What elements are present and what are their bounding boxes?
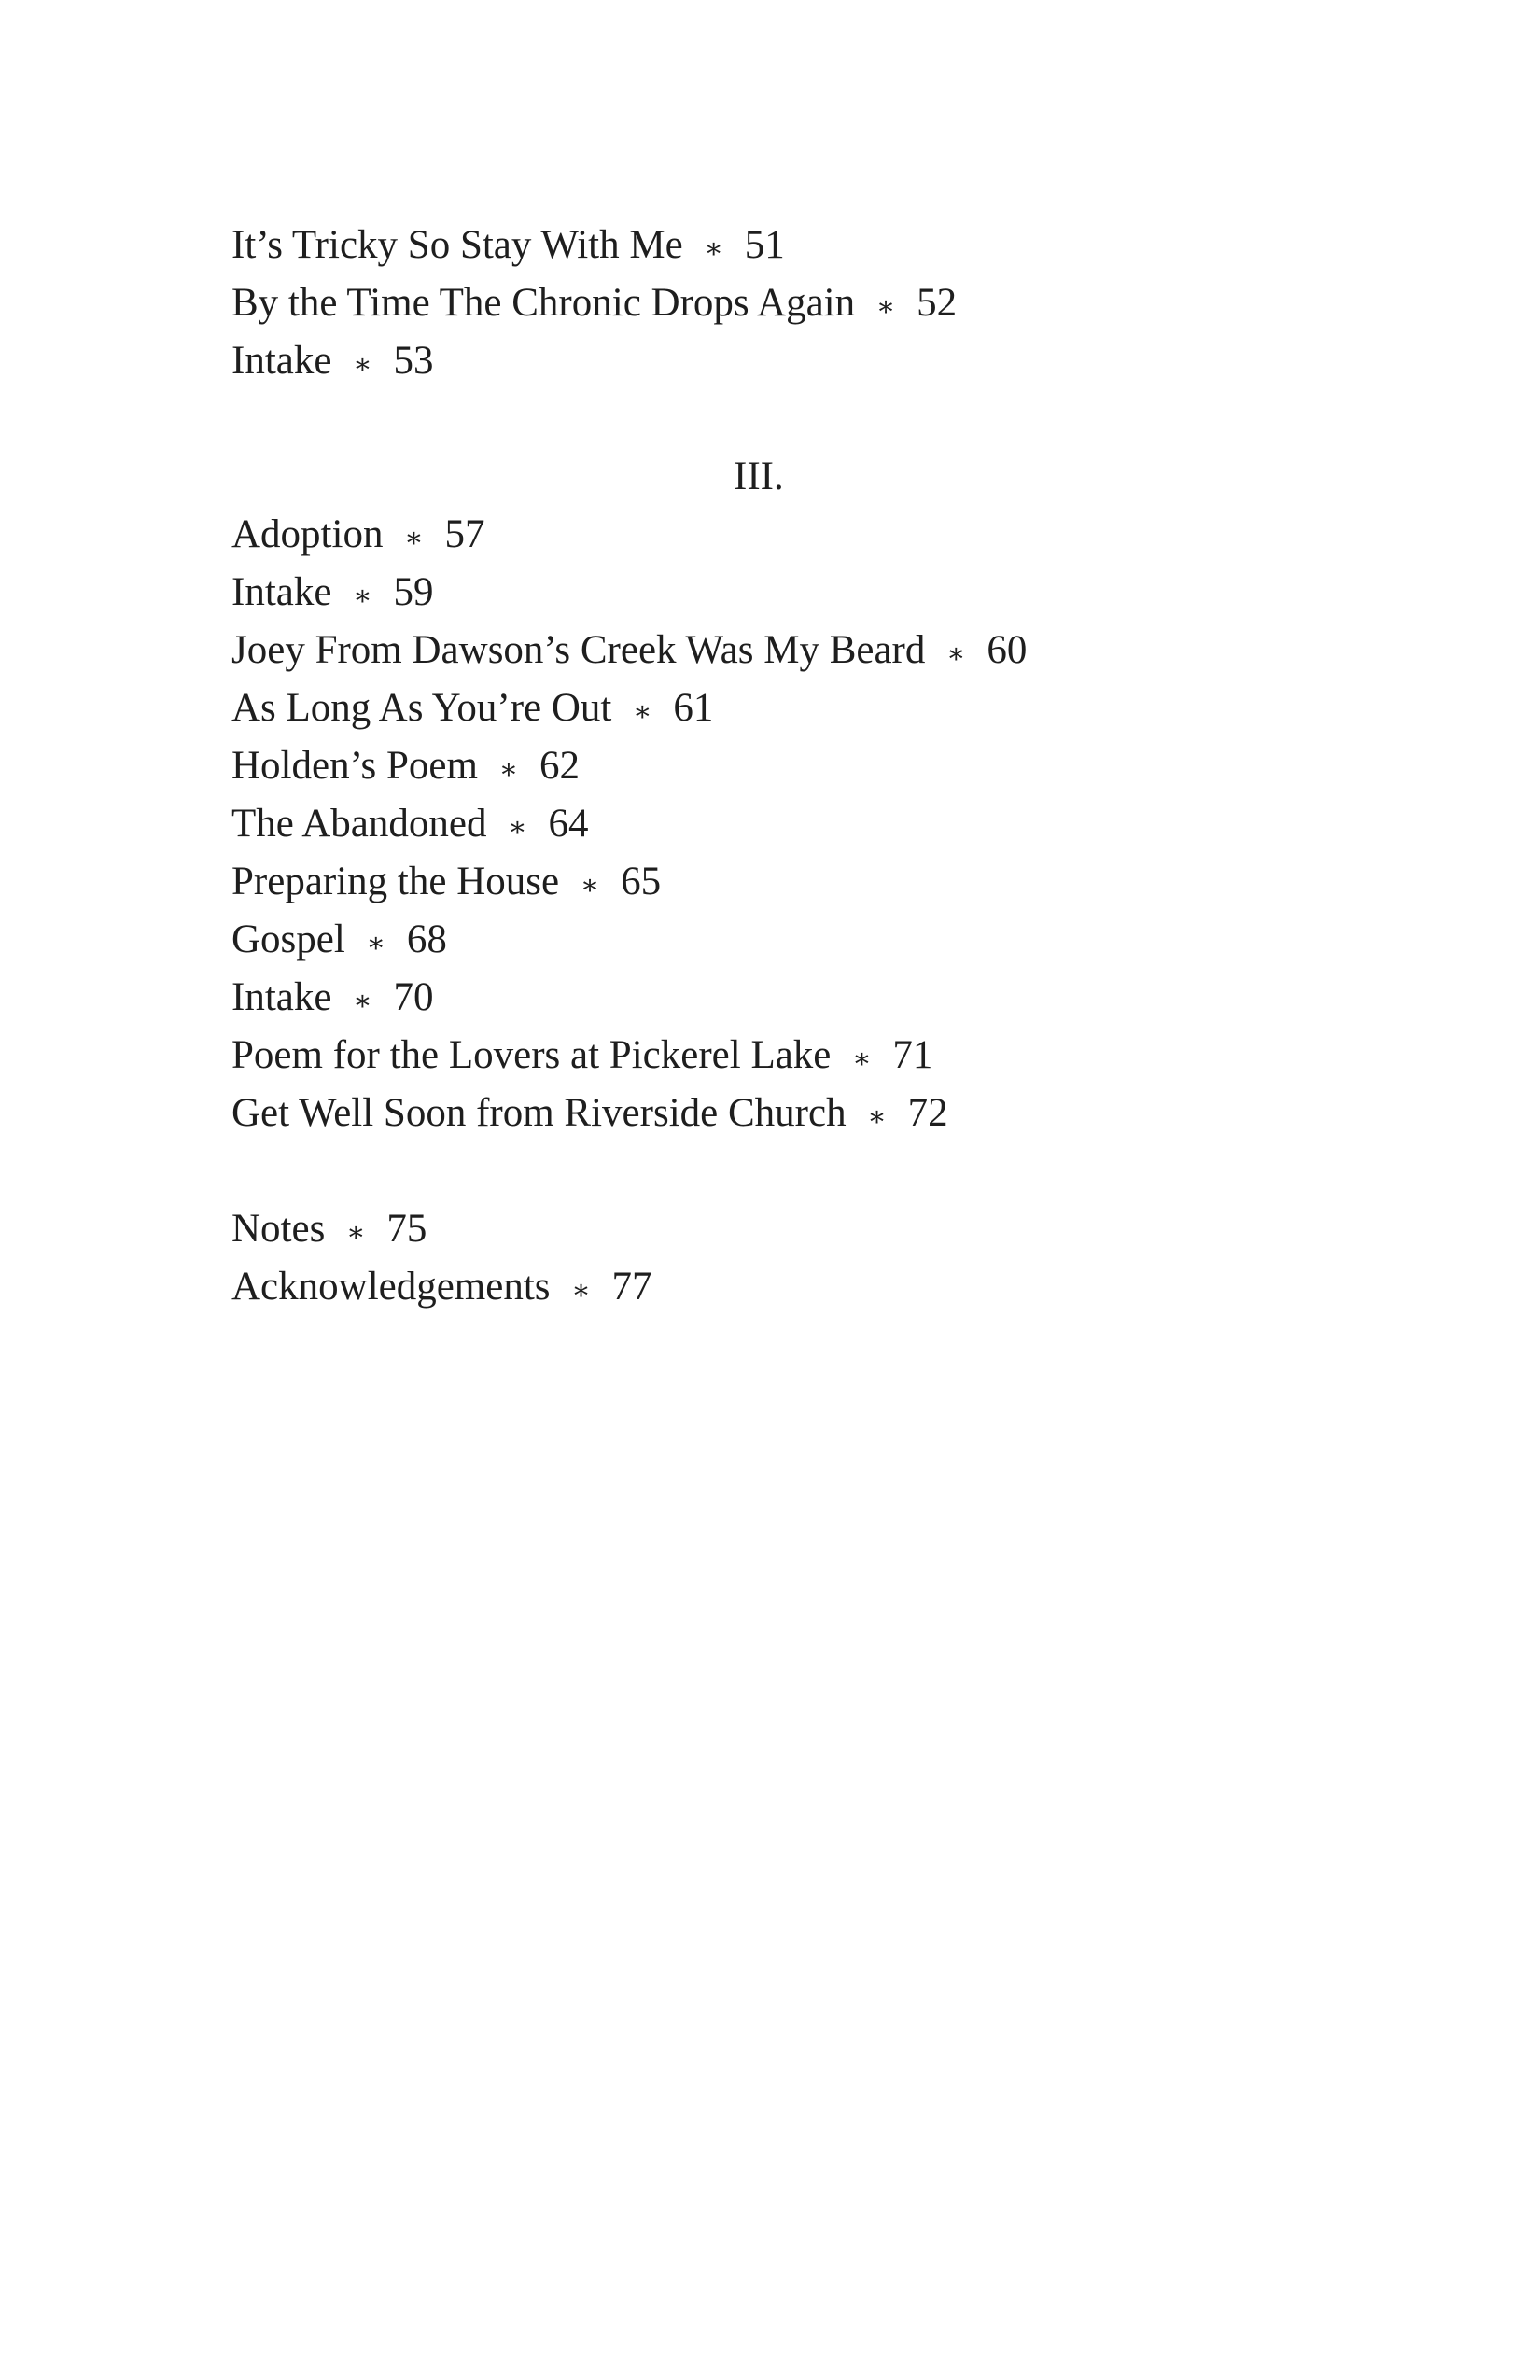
entry-page: 64 [548,802,589,846]
separator-asterisk: ∗ [404,523,424,553]
entry-page: 61 [673,686,714,730]
entry-title: Intake [231,339,332,383]
entry-title: Notes [231,1207,326,1251]
entry-title: Gospel [231,917,345,961]
toc-entry [231,1085,1314,1142]
toc-entry [231,911,1314,969]
entry-title: By the Time The Chronic Drops Again [231,281,856,325]
separator-asterisk: ∗ [346,1217,366,1248]
entry-title: Adoption [231,512,384,556]
toc-entry [231,1258,1314,1316]
toc-entry [231,853,1314,911]
entry-title: As Long As You’re Out [231,686,612,730]
entry-page: 52 [917,281,958,325]
entry-page: 70 [393,975,434,1019]
entry-title: Holden’s Poem [231,744,478,788]
entry-page: 53 [393,339,434,383]
separator-asterisk: ∗ [704,233,723,264]
entry-title: Acknowledgements [231,1265,551,1309]
toc-entry [231,1200,1314,1258]
toc-entry [231,506,1314,564]
separator-asterisk: ∗ [366,928,386,959]
entry-title: Preparing the House [231,860,560,903]
toc-entry [231,217,1314,274]
spacer [231,390,1314,448]
entry-page: 77 [611,1265,652,1309]
toc-group-continued [231,217,1314,390]
entry-page: 71 [892,1033,933,1077]
entry-title: Joey From Dawson’s Creek Was My Beard [231,628,926,672]
toc-section-three [231,506,1314,1142]
toc-back-matter [231,1200,1314,1316]
toc-entry [231,737,1314,795]
entry-page: 51 [744,223,785,267]
toc-entry [231,332,1314,390]
entry-page: 72 [907,1091,948,1135]
separator-asterisk: ∗ [875,291,896,322]
entry-page: 68 [406,917,447,961]
separator-asterisk: ∗ [353,349,372,380]
entry-page: 59 [393,570,434,614]
toc-entry [231,1027,1314,1085]
entry-page: 57 [444,512,485,556]
entry-title: Poem for the Lovers at Pickerel Lake [231,1033,832,1077]
entry-page: 75 [386,1207,427,1251]
toc-entry [231,564,1314,622]
separator-asterisk: ∗ [580,870,600,901]
separator-asterisk: ∗ [498,754,519,785]
separator-asterisk: ∗ [852,1043,872,1074]
entry-title: The Abandoned [231,802,487,846]
toc-entry [231,274,1314,332]
spacer [231,1142,1314,1200]
separator-asterisk: ∗ [571,1275,591,1306]
toc-entry [231,622,1314,679]
entry-title: Get Well Soon from Riverside Church [231,1091,847,1135]
separator-asterisk: ∗ [353,986,372,1016]
table-of-contents [231,217,1314,1316]
entry-title: Intake [231,570,332,614]
entry-title: It’s Tricky So Stay With Me [231,223,683,267]
separator-asterisk: ∗ [867,1101,887,1132]
separator-asterisk: ∗ [946,638,966,669]
toc-entry [231,679,1314,737]
entry-page: 65 [621,860,662,903]
toc-entry [231,969,1314,1027]
section-heading: III. [734,455,784,498]
separator-asterisk: ∗ [633,696,652,727]
entry-page: 62 [539,744,580,788]
separator-asterisk: ∗ [508,812,527,843]
toc-entry [231,795,1314,853]
separator-asterisk: ∗ [353,581,372,611]
entry-title: Intake [231,975,332,1019]
entry-page: 60 [987,628,1028,672]
